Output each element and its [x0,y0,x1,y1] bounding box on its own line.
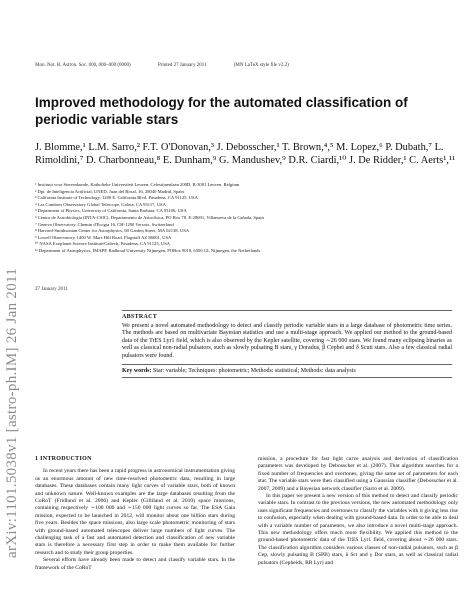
keywords-label: Key words: [122,367,152,374]
arxiv-identifier: arXiv:1101.5038v1 [astro-ph.IM] 26 Jan 2011 [4,267,20,558]
body-paragraph: In recent years there has been a rapid progress in astronomical instrumentation giving us an enormous amount of new time-resolved photometric data, resulting in large databases. These databases contain many light curves of variable stars, both of known and unknown nature. Well-known examples are the large databases resulting from the CoRoT (Fridlund et al. 2006) and Kepler (Gilliland et al. 2010) space missions, containing respectively ∼100 000 and ∼150 000 light curves so far. The ESA Gaia mission, expected to be launched in 2012, will monitor about one billion stars during five years. Besides the space missions, also large scale photometric monitoring of stars with ground-based automated telescopes deliver large numbers of light curves. The challenging task of a fast and automated detection and classification of new variable stars is therefore a necessary first step in order to make them available for further research and to study their group properties. [35,468,235,556]
right-column [258,456,458,567]
left-column [35,456,235,572]
affiliation: ⁹ Lowell Observatory, 1400 W. Mars Hill Road, Flagstaff AZ 86001, USA [35,234,172,240]
affiliation: ⁴ Las Cumbres Observatory Global Telescope, Goleta, CA 93117, USA [35,201,166,207]
section-heading: 1 INTRODUCTION [35,456,92,462]
affiliation: ¹ Instituut voor Sterrenkunde, Katholieke Universiteit Leuven, Celestijnenlaan 200D, B-3001 Leuven, Belgium [35,182,240,187]
body-paragraph: Several efforts have already been made to detect and classify variable stars. In the framework of the CoRoT [35,557,235,571]
abstract-heading: ABSTRACT [122,314,158,320]
affiliation: ¹¹ Department of Astrophysics, IMAPP, Radboud University Nijmegen, POBox 9010, 6500 GL Nijmegen, the Netherlands [35,247,261,253]
affiliation: ¹⁰ NASA Exoplanet Science Institute/Caltech, Pasadena, CA 91125, USA [35,241,171,247]
style-note: (MN LaTeX style file v2.2) [233,63,289,68]
abstract-top-rule [122,310,452,311]
printed-date: Printed 27 January 2011 [157,63,207,68]
paper-title: Improved methodology for the automated classification of periodic variable stars [35,95,408,127]
body-paragraph: In this paper we present a new version of this method to detect and classify periodic variable stars. In contrast to the previous versions, the new automated methodology only uses significant frequencies and overtones to classify the variables with it giving less rise to confusion, especially when dealing with ground-based data. In order to be able to deal with a variable number of parameters, we also introduce a novel multi-stage approach. This new methodology offers much more flexibility. We applied this method to the ground-based photometric data of the TrES Lyr1 field, covering about ∼26 000 stars. The classification algorithm considers various classes of non-radial pulsators, such as β Cep, slowly pulsating B (SPB) stars, δ Sct and γ Dor stars, as well as classical radial pulsators (Cepheids, RR Lyr) and [258,493,458,566]
abstract-text: We present a novel automated methodology to detect and classify periodic variable stars in a large database of photometric time series. The methods are based on multivariate Bayesian statistics and use a multi-stage approach. We applied our method to the ground-based data of the TrES Lyr1 field, which is also observed by the Kepler satellite, covering ∼26 000 stars. We found many eclipsing binaries as well as classical non-radial pulsators, such as slowly pulsating B stars, γ Doradus, β Cephei and δ Scuti stars. Also a few classical radial pulsators were found. [122,322,452,359]
running-header [35,63,465,68]
keywords-text: Star: variable; Techniques: photometric; Methods: statistical; Methods: data analysis [153,367,356,374]
submission-date: 27 January 2011 [35,287,68,292]
abstract [122,310,452,378]
abstract-mid-rule [122,364,452,365]
abstract-bottom-rule [122,377,452,378]
author-list: J. Blomme,¹ L.M. Sarro,² F.T. O'Donovan,³ J. Debosscher,¹ T. Brown,⁴,⁵ M. Lopez,⁶ P. Dubath,⁷ L. Rimoldini,⁷ D. Charbonneau,⁸ E. Dunham,⁹ G. Mandushev,⁹ D.R. Ciardi,¹⁰ J. De Ridder,¹ C. Aerts¹,¹¹ [35,142,456,166]
affiliation: ³ California Institute of Technology, 1200 E. California Blvd. Pasadena, CA 91125, USA [35,195,198,201]
affiliation-list [35,182,465,255]
affiliation: ⁷ Geneva Observatory, Chemin d'Ecogia 16, CH-1290 Versoix, Switzerland [35,221,174,227]
journal-reference: Mon. Not. R. Astron. Soc. 000, 000–000 (0000) [35,63,131,68]
affiliation: ⁵ Department of Physics, University of California, Santa Barbara, CA 93106, USA [35,208,187,214]
body-paragraph: mission, a procedure for fast light curve analysis and derivation of classification parameters was developed by Debosscher et al. (2007). That algorithm searches for a fixed number of frequencies and overtones, giving the same set of parameters for each star. The variable stars were then classified using a Gaussian classifier (Debosscher et al. 2007, 2009) and a Bayesian network classifier (Sarro et al. 2009). [258,456,458,492]
affiliation: ² Dpt. de Inteligencia Artificial, UNED, Juan del Rosal, 16, 28040 Madrid, Spain [35,188,184,194]
affiliation: ⁶ Centro de Astrobiología (INTA-CSIC), Departamento de Astrofísica, PO Box 78, E-28691, Villanueva de la Cañada, Spain [35,214,264,220]
affiliation: ⁸ Harvard-Smithsonian Center for Astrophysics, 60 Garden Street, MA 02138, USA [35,228,190,234]
keywords [122,368,452,376]
